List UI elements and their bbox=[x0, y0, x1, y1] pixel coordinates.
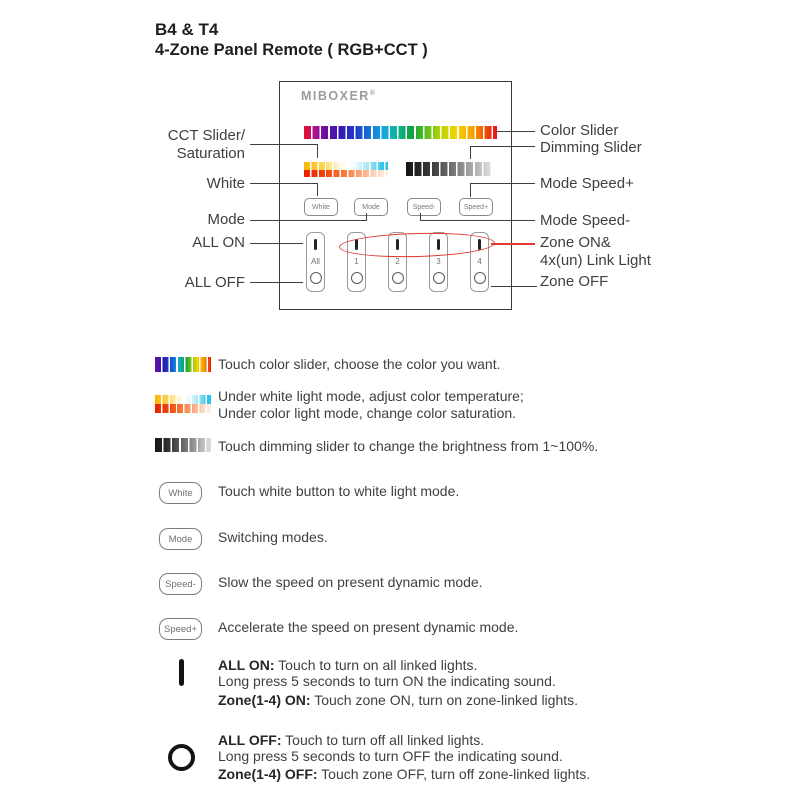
brand-text: MIBOXER bbox=[301, 89, 370, 103]
legend-dimming-slider-icon bbox=[155, 438, 211, 452]
white-button-label: White bbox=[312, 203, 330, 211]
callout-line-white-elbow bbox=[317, 183, 318, 196]
legend-cct-text-line1: Under white light mode, adjust color temperature; bbox=[218, 388, 524, 404]
legend-cct-slider-icon bbox=[155, 395, 211, 413]
label-color-slider: Color Slider bbox=[540, 122, 619, 139]
legend-color-slider-icon bbox=[155, 357, 211, 372]
page-title-product: 4-Zone Panel Remote ( RGB+CCT ) bbox=[155, 41, 428, 59]
callout-line-all-off bbox=[250, 282, 303, 283]
label-white: White bbox=[206, 175, 245, 192]
brand-logo bbox=[301, 89, 375, 103]
legend-mode-button bbox=[159, 528, 202, 550]
legend-all-off-line2: Long press 5 seconds to turn OFF the indicating sound. bbox=[218, 748, 563, 764]
label-dimming-slider: Dimming Slider bbox=[540, 139, 642, 156]
speed-plus-button bbox=[459, 198, 493, 216]
legend-speed-plus-text: Accelerate the speed on present dynamic mode. bbox=[218, 619, 519, 635]
label-saturation: Saturation bbox=[176, 145, 245, 162]
label-cct-slider: CCT Slider/ bbox=[167, 127, 245, 144]
legend-dimming-text: Touch dimming slider to change the brightness from 1~100%. bbox=[218, 438, 599, 454]
label-zone-on-line2: 4x(un) Link Light bbox=[540, 252, 651, 269]
callout-line-all-on bbox=[250, 243, 303, 244]
zone-off-icon bbox=[351, 272, 363, 284]
callout-line-mode-elbow bbox=[366, 213, 367, 221]
callout-line-zone-on bbox=[491, 243, 535, 245]
label-zone-off: Zone OFF bbox=[540, 273, 609, 290]
callout-line-cct-elbow bbox=[317, 144, 318, 158]
legend-speed-minus-text: Slow the speed on present dynamic mode. bbox=[218, 574, 483, 590]
color-slider bbox=[304, 126, 497, 139]
label-mode-speed-plus: Mode Speed+ bbox=[540, 175, 634, 192]
callout-line-mode bbox=[250, 220, 367, 221]
legend-all-on-line3 bbox=[218, 693, 578, 708]
cct-saturation-slider bbox=[304, 162, 388, 177]
zone-label: 4 bbox=[477, 256, 482, 266]
remote-panel-diagram bbox=[279, 81, 512, 310]
speed-plus-button-label: Speed+ bbox=[163, 623, 198, 635]
all-off-rest: Touch to turn off all linked lights. bbox=[281, 732, 485, 748]
cct-row-top bbox=[304, 162, 388, 170]
callout-line-zone-off bbox=[491, 286, 537, 287]
zone-off-icon bbox=[392, 272, 404, 284]
legend-white-button bbox=[159, 482, 202, 504]
legend-mode-text: Switching modes. bbox=[218, 529, 328, 545]
callout-line-dimming bbox=[470, 146, 535, 147]
all-off-bold: ALL OFF: bbox=[218, 732, 282, 748]
all-on-bold: ALL ON: bbox=[218, 657, 275, 673]
cct-row-bottom bbox=[304, 170, 388, 178]
callout-line-dimming-elbow bbox=[470, 146, 471, 159]
legend-all-on-line1 bbox=[218, 658, 477, 673]
label-mode-speed-minus: Mode Speed- bbox=[540, 212, 631, 229]
dimming-slider bbox=[406, 162, 491, 176]
zone-off-rest: Touch zone OFF, turn off zone-linked lights. bbox=[317, 766, 591, 782]
zone-off-icon bbox=[310, 272, 322, 284]
callout-line-color-slider bbox=[497, 131, 535, 132]
white-button bbox=[304, 198, 338, 216]
zone-on-icon bbox=[314, 239, 318, 250]
label-all-on: ALL ON bbox=[192, 234, 245, 251]
legend-all-on-line2: Long press 5 seconds to turn ON the indicating sound. bbox=[218, 673, 556, 689]
callout-line-speed-minus bbox=[420, 220, 535, 221]
zone-label: 3 bbox=[436, 256, 441, 266]
legend-speed-plus-button bbox=[159, 618, 202, 640]
speed-minus-button-label: Speed- bbox=[165, 578, 196, 590]
zone-off-bold: Zone(1-4) OFF: bbox=[218, 766, 318, 782]
speed-plus-button-label: Speed+ bbox=[463, 203, 489, 211]
legend-all-off-line1 bbox=[218, 733, 484, 748]
label-mode: Mode bbox=[207, 211, 245, 228]
cct-row-bottom bbox=[155, 404, 211, 413]
zone-off-icon bbox=[474, 272, 486, 284]
zone-label: 2 bbox=[395, 256, 400, 266]
legend-white-text: Touch white button to white light mode. bbox=[218, 483, 460, 499]
mode-button-label: Mode bbox=[168, 533, 193, 545]
zone-on-bold: Zone(1-4) ON: bbox=[218, 692, 311, 708]
legend-color-slider-text: Touch color slider, choose the color you want. bbox=[218, 356, 501, 372]
mode-button bbox=[354, 198, 388, 216]
page-title-model: B4 & T4 bbox=[155, 20, 219, 39]
legend-all-off-line3 bbox=[218, 767, 590, 782]
legend-cct-text-line2: Under color light mode, change color saturation. bbox=[218, 405, 517, 421]
all-on-icon bbox=[179, 659, 184, 686]
all-off-icon bbox=[168, 744, 195, 771]
white-button-label: White bbox=[168, 487, 193, 499]
all-on-rest: Touch to turn on all linked lights. bbox=[274, 657, 478, 673]
zone-button-all bbox=[306, 232, 325, 292]
zone-on-rest: Touch zone ON, turn on zone-linked lights. bbox=[310, 692, 579, 708]
callout-line-speed-plus-elbow bbox=[470, 183, 471, 197]
registered-mark: ® bbox=[369, 89, 376, 97]
label-zone-on-line1: Zone ON& bbox=[540, 234, 611, 251]
cct-row-top bbox=[155, 395, 211, 404]
zone-label: 1 bbox=[354, 256, 359, 266]
mode-button-label: Mode bbox=[362, 203, 380, 211]
legend-speed-minus-button bbox=[159, 573, 202, 595]
callout-line-white bbox=[250, 183, 318, 184]
callout-line-cct bbox=[250, 144, 318, 145]
zone-off-icon bbox=[433, 272, 445, 284]
speed-minus-button-label: Speed- bbox=[412, 203, 436, 211]
label-all-off: ALL OFF bbox=[184, 274, 245, 291]
speed-minus-button bbox=[407, 198, 441, 216]
callout-line-speed-plus bbox=[470, 183, 535, 184]
zone-label: All bbox=[311, 256, 320, 266]
